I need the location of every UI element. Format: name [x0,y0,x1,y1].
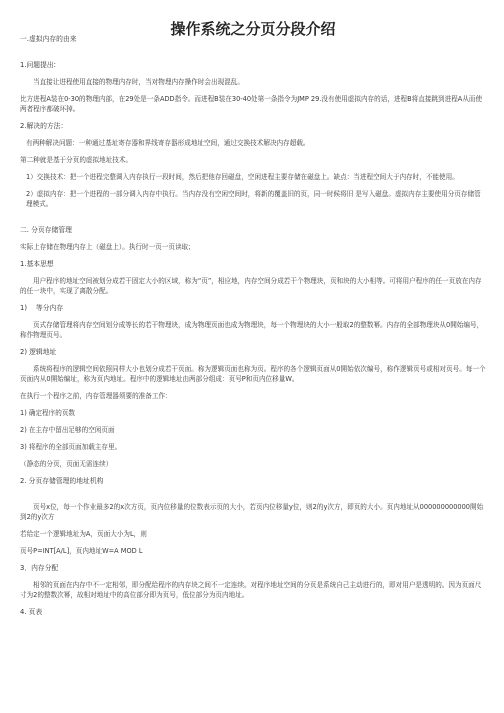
list-item: （静态的分页，页面无需连续） [20,460,113,468]
subsection-heading: 2. 分页存储管理的地址机构 [20,477,104,485]
subsection-heading: 1.基本思想 [20,260,54,268]
page-title: 操作系统之分页分段介绍 [170,20,336,38]
paragraph: 相邻的页面在内存中不一定相邻，即分配给程序的内存块之间不一定连续。对程序地址空间的分页是系统自己主动进行的，即对用户是透明的。因为页面尺寸为2的整数次幂，故相对地址中的高位部分即为页号，低位部分为页内地址。 [20,581,482,599]
subsection-heading: 2.解决的方法： [20,122,68,130]
paragraph: 在执行一个程序之前，内存管理器须要的准备工作： [20,392,172,400]
paragraph: 实际上存储在物理内存上（磁盘上）。执行时一页一页读取； [20,243,195,251]
list-item: 1) 确定程序的页数 [20,409,76,417]
paragraph: 页号x位，每一个作业最多2的x次方页，页内位移量的位数表示页的大小，若页内位移量y位，则2的y次方，即页的大小。页内地址从000000000000開始到2的y次方 [20,503,484,521]
paragraph: 比方进程A装在0-30的物理内部，在29处是一条ADD指令。而进程B装在30-40处第一条指令为JMP 29.没有使用虚拟内存的话，进程B将直接跳到进程A从而使两者程序都破坏掉。 [20,95,483,113]
subsection-heading: 1.问题提出: [20,61,56,69]
paragraph: 用户程序的地址空间被划分成若干固定大小的区域，称为“页”，相应地，内存空间分成若干个物理块，页和块的大小相等。可将用户程序的任一页放在内存的任一块中，实现了离散分配。 [20,277,482,295]
section-heading: 一.虚拟内存的由来 [20,35,77,43]
paragraph: 若给定一个逻辑地址为A，页面大小为L，则 [20,530,147,538]
paragraph: 系统将程序的逻辑空间依照同样大小也划分成若干页面。称为逻辑页面也称为页。程序的各个逻辑页面从0開始依次编号，称作逻辑页号或相对页号。每一个页面内从0開始编址，称为页内地址。程序中的逻辑地址由两部分组成：页号P和页内位移量W。 [20,365,486,383]
subsection-heading: 3．内存分配 [20,564,59,572]
list-item: 2) 在主存中留出足够的空闲页面 [20,426,115,434]
subsection-heading: 1) 等分内存 [20,304,64,312]
subsection-heading: 4. 页表 [20,608,43,616]
paragraph: 页号P=INT[A/L]，页内地址W=A MOD L [20,547,143,555]
paragraph: 2）虚拟内存：把一个进程的一部分调入内存中执行。当内存没有空闲空间时，将新的覆盖旧的页，同一时候将旧 是写入磁盘。虚拟内存主要使用分页存储管理模式。 [26,190,481,208]
paragraph: 当直接让进程使用直接的物理内存时，当对物理内存操作时会出现混乱。 [33,78,244,86]
paragraph: 1）交换技术：把一个进程完整调入内存执行一段时间，然后把他存回磁盘，空闲进程主要存储在磁盘上。缺点：当进程空间大于内存时，不能使用。 [26,173,459,181]
paragraph: 第二种就是基于分页的虚拟地址技术。 [20,156,133,164]
paragraph: 页式存储管理将内存空间划分成等长的若干物理块，成为物理页面也成为物理块，每一个物理块的大小一般取2的整数幂。内存的全部物理块从0開始编号，称作物理页号。 [20,321,484,339]
section-heading: 二. 分页存储管理 [20,226,72,234]
list-item: 3) 将程序的全部页面加载主存里。 [20,443,122,451]
paragraph: 有两种解决问题：一种通过基址寄存器和界线寄存器形成地址空间，通过交换技术解决内存超载。 [26,139,310,147]
subsection-heading: 2) 逻辑地址 [20,348,57,356]
